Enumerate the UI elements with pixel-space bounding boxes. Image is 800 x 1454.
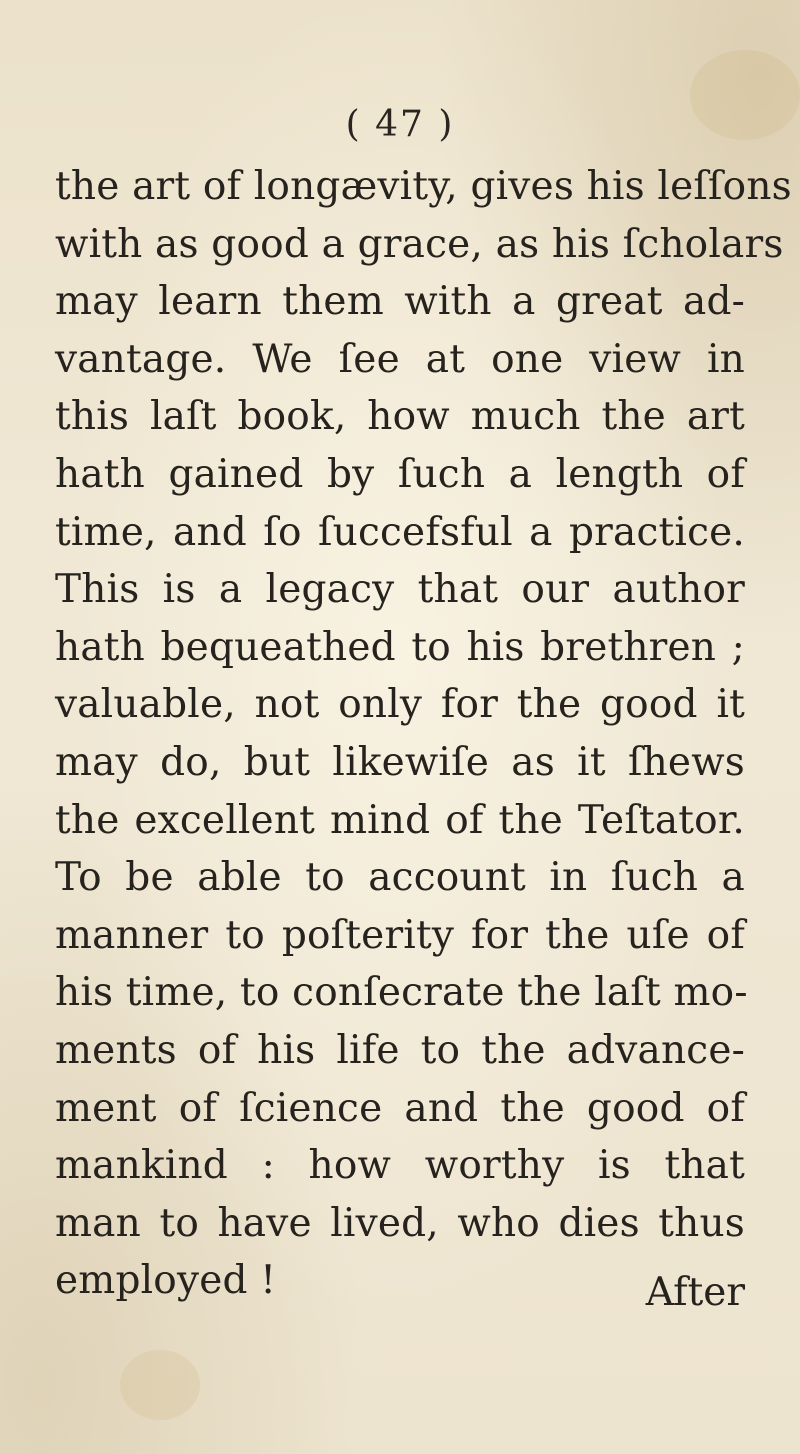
- text-line: may do, but likewiſe as it ſhews: [55, 739, 745, 785]
- text-line: employed !: [55, 1258, 277, 1304]
- text-line: man to have lived, who dies thus: [55, 1200, 745, 1246]
- text-line: may learn them with a great ad-: [55, 279, 745, 325]
- catchword: After: [645, 1270, 745, 1315]
- text-line: vantage. We ſee at one view in: [55, 336, 745, 382]
- text-line: the excellent mind of the Teſtator.: [55, 797, 745, 843]
- text-line: ment of ſcience and the good of: [55, 1085, 745, 1131]
- text-line: with as good a grace, as his ſcholars: [55, 221, 784, 267]
- text-line: This is a legacy that our author: [55, 567, 745, 613]
- text-line: To be able to account in ſuch a: [55, 855, 745, 901]
- text-line: time, and ſo ſuccefsful a practice.: [55, 509, 745, 555]
- text-line: hath bequeathed to his brethren ;: [55, 624, 745, 670]
- text-line: the art of longævity, gives his leſſons: [55, 164, 792, 209]
- paper-stain: [120, 1350, 200, 1420]
- text-line: his time, to conſecrate the laſt mo-: [55, 970, 748, 1016]
- page-number: ( 47 ): [345, 104, 455, 145]
- text-line: hath gained by ſuch a length of: [55, 451, 745, 497]
- text-line: mankind : how worthy is that: [55, 1143, 745, 1189]
- text-line: manner to poſterity for the uſe of: [55, 912, 745, 958]
- text-line: this laſt book, how much the art: [55, 394, 745, 440]
- text-line: valuable, not only for the good it: [55, 682, 745, 728]
- body-text: [55, 158, 792, 1310]
- text-line: ments of his life to the advance-: [55, 1027, 745, 1073]
